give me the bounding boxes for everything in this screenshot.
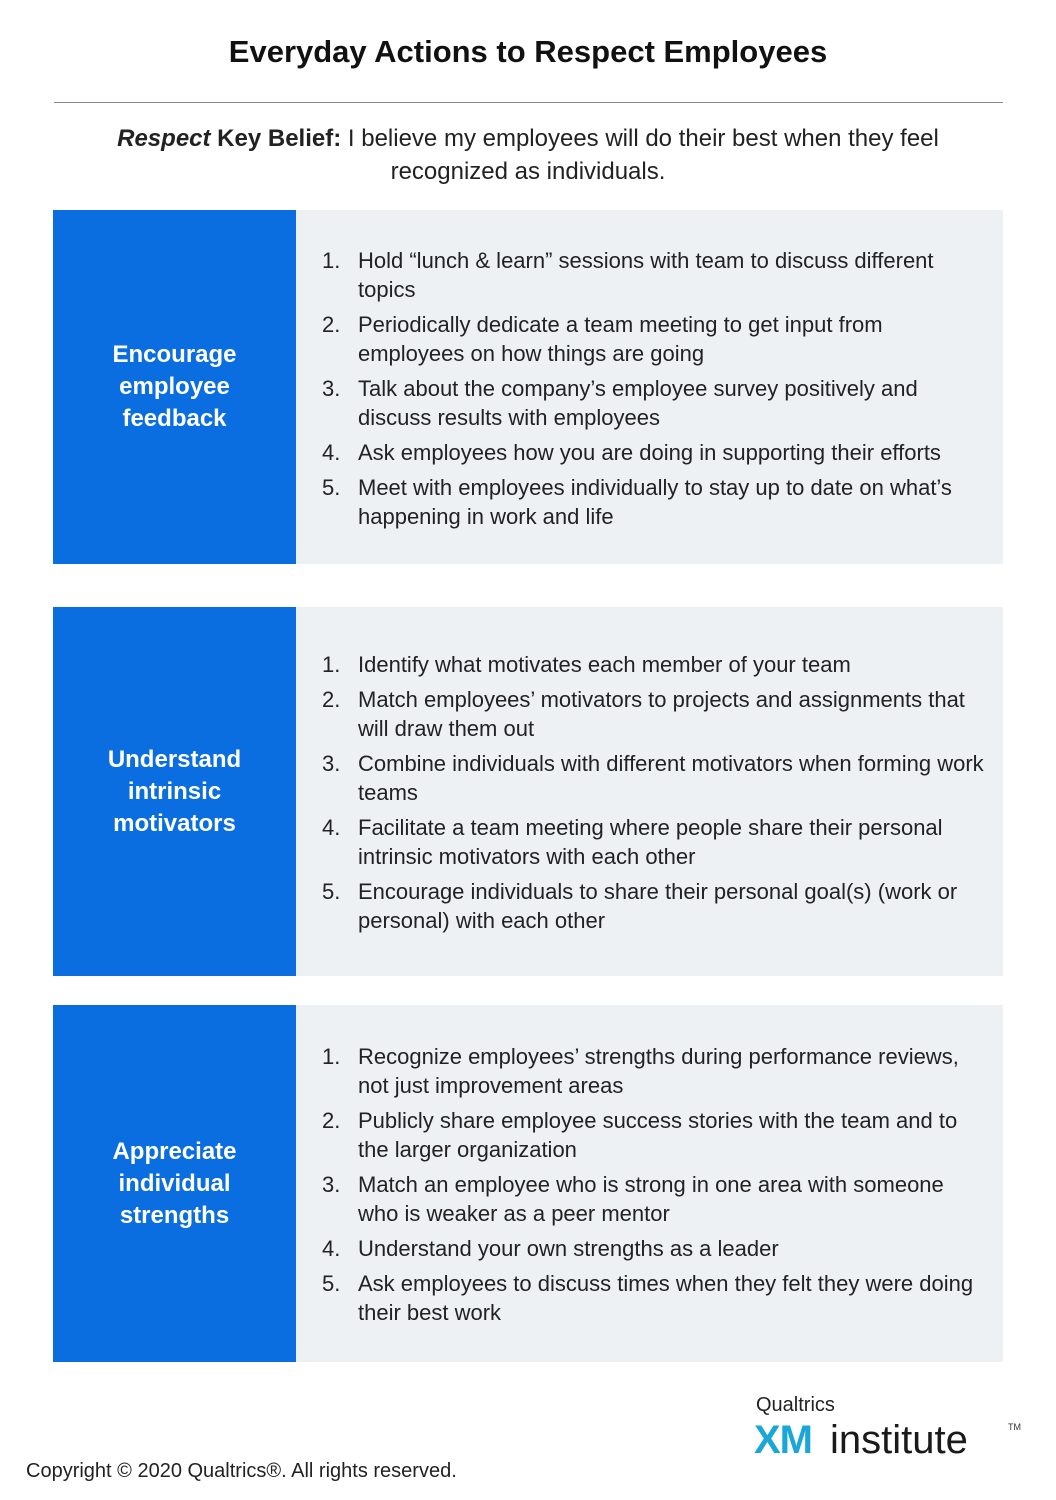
item-number: 5. [322,474,341,500]
item-text: Match an employee who is strong in one area with someone who is weaker as a peer mentor [358,1172,944,1226]
item-text: Hold “lunch & learn” sessions with team to discuss different topics [358,247,934,302]
list-item [322,813,985,871]
copyright-notice: Copyright © 2020 Qualtrics®. All rights reserved. [26,1460,457,1482]
item-text: Recognize employees’ strengths during performance reviews, not just improvement areas [358,1044,959,1098]
section-intrinsic-motivators [53,607,1003,976]
action-list [296,210,1003,564]
item-text: Understand your own strengths as a leader [358,1236,779,1261]
action-list [296,607,1003,976]
logo-brand: Qualtrics [756,1394,835,1416]
item-number: 1. [322,247,341,273]
item-number: 2. [322,1108,341,1133]
item-text: Facilitate a team meeting where people share their personal intrinsic motivators with each other [358,815,943,869]
section-label: Encourage employee feedback [53,210,296,564]
item-number: 4. [322,815,341,840]
list-item [322,650,985,679]
item-text: Periodically dedicate a team meeting to get input from employees on how things are going [358,311,883,366]
item-text: Match employees’ motivators to projects and assignments that will draw them out [358,687,965,741]
page-title: Everyday Actions to Respect Employees [228,34,828,69]
list-item [322,1170,985,1228]
list-item [322,1234,985,1263]
list-item [322,1042,985,1100]
item-number: 3. [322,751,341,776]
item-number: 1. [322,652,341,677]
belief-key-label: Key Belief: [217,125,342,152]
section-encourage-feedback [53,210,1003,564]
logo-xm: XM [754,1418,812,1462]
item-number: 5. [322,1271,341,1296]
list-item [322,749,985,807]
list-item [322,877,985,935]
list-item [322,246,985,304]
list-item [322,438,985,467]
item-text: Talk about the company’s employee survey positively and discuss results with employees [358,375,918,430]
section-individual-strengths [53,1005,1003,1362]
item-number: 4. [322,1236,341,1261]
item-text: Meet with employees individually to stay up to date on what’s happening in work and life [358,474,952,529]
key-belief [70,122,986,188]
belief-text: I believe my employees will do their best when they feel recognized as individuals. [347,125,939,185]
item-number: 3. [322,1172,341,1197]
section-label: Appreciate individual strengths [53,1005,296,1362]
item-text: Identify what motivates each member of your team [358,652,851,677]
item-number: 5. [322,879,341,904]
item-number: 2. [322,687,341,712]
item-number: 2. [322,311,341,337]
list-item [322,310,985,368]
item-number: 4. [322,439,341,465]
logo-trademark: TM [1008,1422,1021,1432]
section-label: Understand intrinsic motivators [53,607,296,976]
xm-institute-logo [754,1394,1024,1474]
title-divider [54,102,1003,103]
list-item [322,1269,985,1327]
item-text: Ask employees to discuss times when they felt they were doing their best work [358,1271,974,1325]
logo-institute: institute [830,1418,968,1462]
item-text: Publicly share employee success stories with the team and to the larger organization [358,1108,958,1162]
item-number: 1. [322,1044,341,1069]
item-text: Combine individuals with different motivators when forming work teams [358,751,984,805]
item-text: Encourage individuals to share their personal goal(s) (work or personal) with each other [358,879,958,933]
list-item [322,1106,985,1164]
list-item [322,374,985,432]
list-item [322,473,985,531]
action-list [296,1005,1003,1362]
item-text: Ask employees how you are doing in supporting their efforts [358,439,941,465]
belief-keyword: Respect [117,125,211,152]
list-item [322,685,985,743]
item-number: 3. [322,375,341,401]
